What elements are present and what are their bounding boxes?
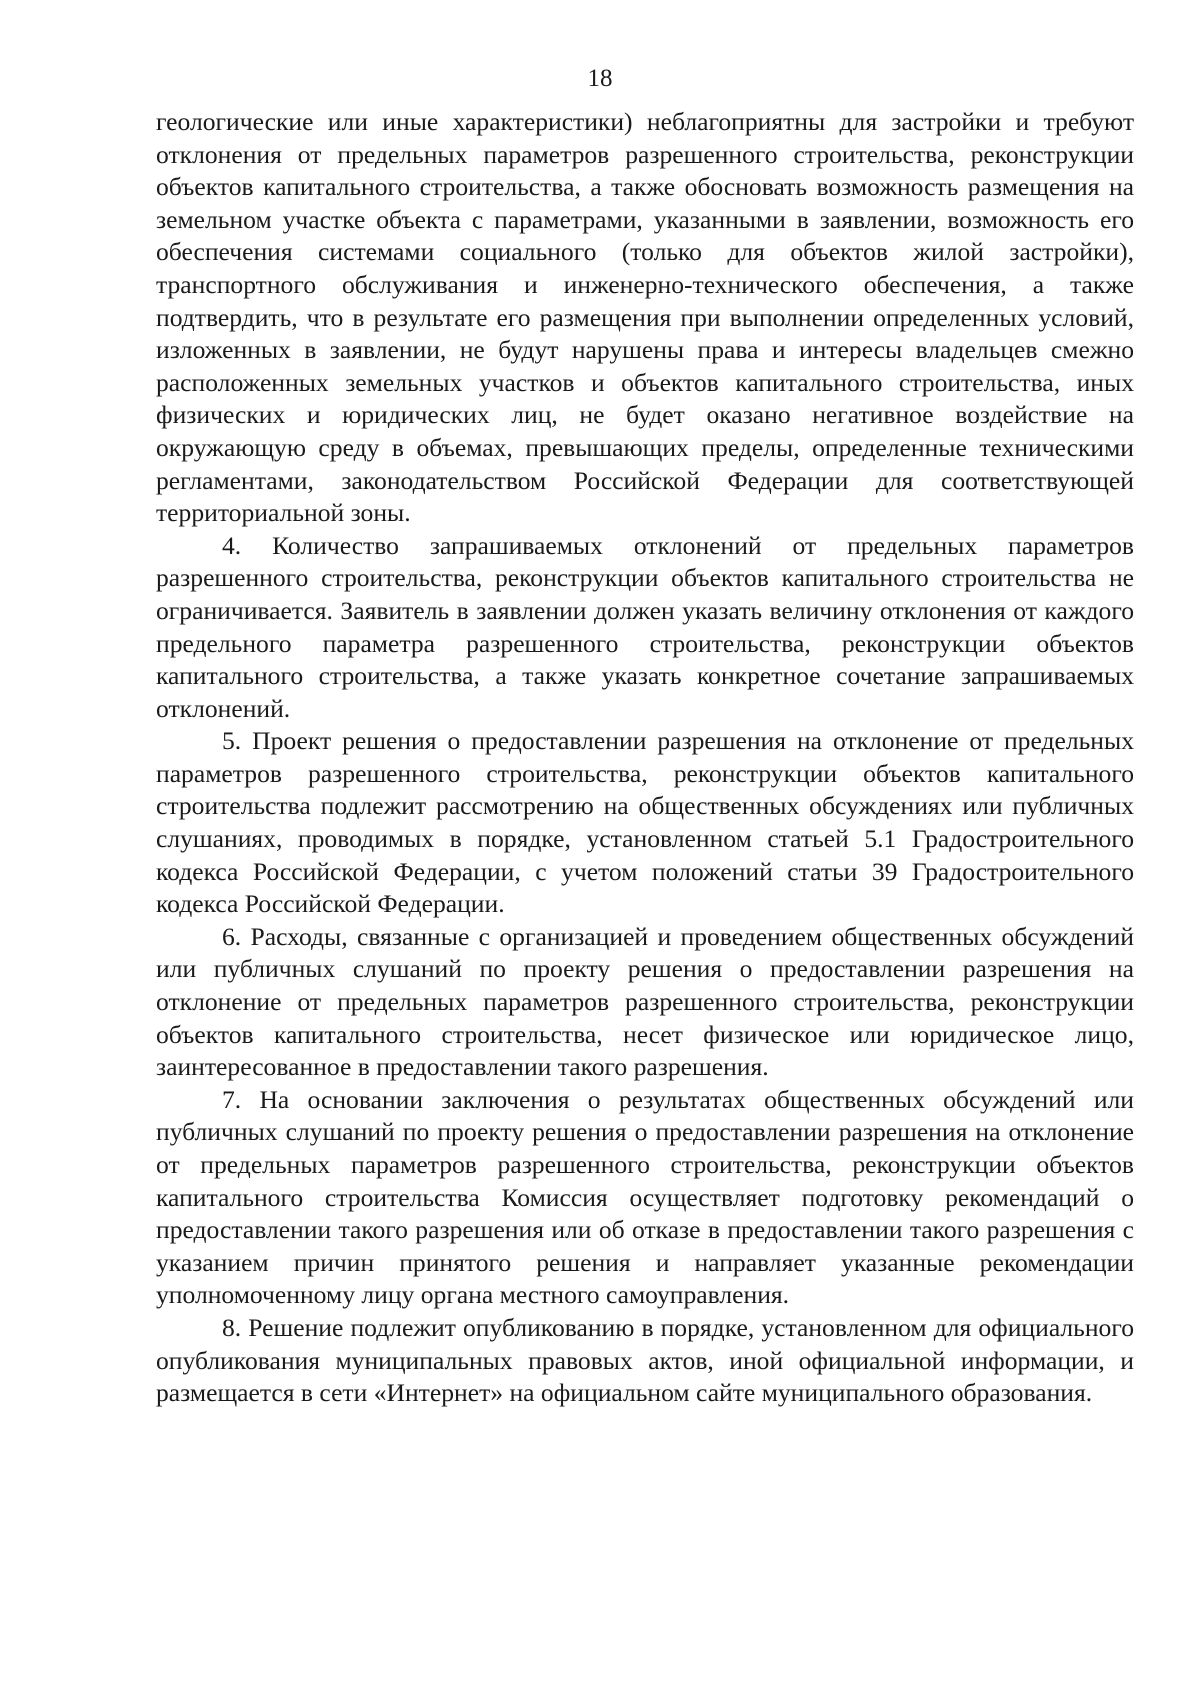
page-number: 18 <box>587 65 613 92</box>
document-body <box>156 106 1134 1410</box>
paragraph-item-8: 8. Решение подлежит опубликованию в порядке, установленном для официального опубликования муниципальных правовых актов, иной официальной информации, и размещается в сети «Интернет» на официальном сайте муниципального образования. <box>156 1312 1134 1408</box>
paragraph-continued: геологические или иные характеристики) неблагоприятны для застройки и требуют отклонения от предельных параметров разрешенного строительства, реконструкции объектов капитального строительства, а также обосновать возможность размещения на земельном участке объекта с параметрами, указанными в заявлении, возможность его обеспечения системами социального (только для объектов жилой застройки), транспортного обслуживания и инженерно-технического обеспечения, а также подтвердить, что в результате его размещения при выполнении определенных условий, изложенных в заявлении, не будут нарушены права и интересы владельцев смежно расположенных земельных участков и объектов капитального строительства, иных физических и юридических лиц, не будет оказано негативное воздействие на окружающую среду в объемах, превышающих пределы, определенные техническими регламентами, законодательством Российской Федерации для соответствующей территориальной зоны. <box>156 107 1134 528</box>
paragraph-item-6: 6. Расходы, связанные с организацией и проведением общественных обсуждений или публичных слушаний по проекту решения о предоставлении разрешения на отклонение от предельных параметров разрешенного строительства, реконструкции объектов капитального строительства, несет физическое или юридическое лицо, заинтересованное в предоставлении такого разрешения. <box>156 921 1134 1082</box>
paragraph-item-5: 5. Проект решения о предоставлении разрешения на отклонение от предельных параметров разрешенного строительства, реконструкции объектов капитального строительства подлежит рассмотрению на общественных обсуждениях или публичных слушаниях, проводимых в порядке, установленном статьей 5.1 Градостроительного кодекса Российской Федерации, с учетом положений статьи 39 Градостроительного кодекса Российской Федерации. <box>156 726 1134 919</box>
paragraph-item-4: 4. Количество запрашиваемых отклонений от предельных параметров разрешенного строительства, реконструкции объектов капитального строительства не ограничивается. Заявитель в заявлении должен указать величину отклонения от каждого предельного параметра разрешенного строительства, реконструкции объектов капитального строительства, а также указать конкретное сочетание запрашиваемых отклонений. <box>156 530 1134 723</box>
paragraph-item-7: 7. На основании заключения о результатах общественных обсуждений или публичных слушаний по проекту решения о предоставлении разрешения на отклонение от предельных параметров разрешенного строительства, реконструкции объектов капитального строительства Комиссия осуществляет подготовку рекомендаций о предоставлении такого разрешения или об отказе в предоставлении такого разрешения с указанием причин принятого решения и направляет указанные рекомендации уполномоченному лицу органа местного самоуправления. <box>156 1084 1134 1310</box>
